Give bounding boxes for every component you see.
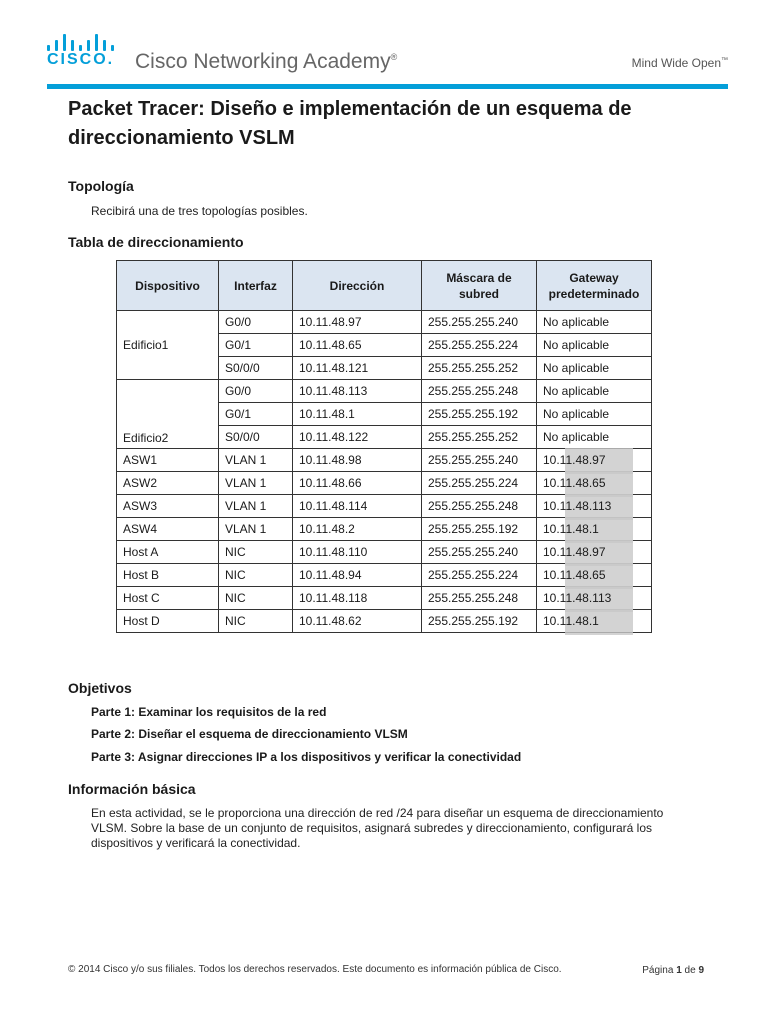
table-row (117, 564, 652, 587)
table-row (117, 495, 652, 518)
mask-cell: 255.255.255.252 (422, 357, 537, 380)
ip-cell: 10.11.48.98 (293, 449, 422, 472)
gw-cell: 10.11.48.97 (537, 449, 652, 472)
gw-cell: 10.11.48.65 (537, 472, 652, 495)
iface-cell: G0/0 (219, 380, 293, 403)
gw-cell: No aplicable (537, 380, 652, 403)
mask-cell: 255.255.255.192 (422, 403, 537, 426)
gw-cell: 10.11.48.1 (537, 610, 652, 633)
gw-cell: 10.11.48.1 (537, 518, 652, 541)
objective-item: Parte 2: Diseñar el esquema de direccionamiento VLSM (91, 727, 408, 741)
iface-cell: NIC (219, 610, 293, 633)
iface-cell: G0/0 (219, 311, 293, 334)
mask-cell: 255.255.255.224 (422, 472, 537, 495)
ip-cell: 10.11.48.118 (293, 587, 422, 610)
mask-cell: 255.255.255.192 (422, 610, 537, 633)
tagline: Mind Wide Open™ (631, 56, 728, 70)
brand-bar (47, 84, 728, 89)
mask-cell: 255.255.255.240 (422, 449, 537, 472)
ip-cell: 10.11.48.121 (293, 357, 422, 380)
table-row (117, 610, 652, 633)
mask-cell: 255.255.255.224 (422, 334, 537, 357)
table-header-row (117, 261, 652, 311)
addressing-table (116, 260, 652, 633)
ip-cell: 10.11.48.1 (293, 403, 422, 426)
gw-cell: No aplicable (537, 403, 652, 426)
gw-cell: 10.11.48.113 (537, 495, 652, 518)
gw-cell: 10.11.48.97 (537, 541, 652, 564)
page-header (0, 0, 768, 90)
document-title: Packet Tracer: Diseño e implementación de un esquema de direccionamiento VSLM (68, 98, 632, 149)
device-cell: Host C (117, 587, 219, 610)
gw-cell: No aplicable (537, 334, 652, 357)
col-dispositivo: Dispositivo (117, 261, 219, 311)
table-row (117, 311, 652, 334)
ip-cell: 10.11.48.110 (293, 541, 422, 564)
iface-cell: VLAN 1 (219, 518, 293, 541)
col-gateway: Gateway predeterminado (537, 261, 652, 311)
ip-cell: 10.11.48.66 (293, 472, 422, 495)
table-row (117, 518, 652, 541)
mask-cell: 255.255.255.248 (422, 380, 537, 403)
table-row (117, 541, 652, 564)
mask-cell: 255.255.255.252 (422, 426, 537, 449)
device-cell: ASW4 (117, 518, 219, 541)
ip-cell: 10.11.48.113 (293, 380, 422, 403)
ip-cell: 10.11.48.122 (293, 426, 422, 449)
cisco-bars-icon (47, 31, 117, 51)
device-cell: Host A (117, 541, 219, 564)
device-cell: Host D (117, 610, 219, 633)
mask-cell: 255.255.255.248 (422, 495, 537, 518)
mask-cell: 255.255.255.248 (422, 587, 537, 610)
objective-item: Parte 1: Examinar los requisitos de la red (91, 705, 327, 719)
col-mascara: Máscara de subred (422, 261, 537, 311)
iface-cell: NIC (219, 587, 293, 610)
iface-cell: VLAN 1 (219, 472, 293, 495)
gw-cell: 10.11.48.65 (537, 564, 652, 587)
col-interfaz: Interfaz (219, 261, 293, 311)
footer-page-number: Página 1 de 9 (642, 965, 704, 976)
table-row (117, 472, 652, 495)
gw-cell: No aplicable (537, 311, 652, 334)
heading-tabla: Tabla de direccionamiento (68, 234, 244, 250)
ip-cell: 10.11.48.62 (293, 610, 422, 633)
device-cell: ASW2 (117, 472, 219, 495)
ip-cell: 10.11.48.94 (293, 564, 422, 587)
device-cell: Edificio1 (117, 311, 219, 380)
footer-copyright: © 2014 Cisco y/o sus filiales. Todos los derechos reservados. Este documento es información pública de Cisco. (68, 964, 562, 975)
gw-cell: No aplicable (537, 426, 652, 449)
iface-cell: NIC (219, 541, 293, 564)
iface-cell: G0/1 (219, 334, 293, 357)
academy-name: Cisco Networking Academy® (135, 50, 398, 73)
table-row (117, 587, 652, 610)
table-row (117, 380, 652, 403)
iface-cell: S0/0/0 (219, 426, 293, 449)
ip-cell: 10.11.48.2 (293, 518, 422, 541)
mask-cell: 255.255.255.240 (422, 311, 537, 334)
device-cell: ASW1 (117, 449, 219, 472)
iface-cell: VLAN 1 (219, 449, 293, 472)
gw-cell: 10.11.48.113 (537, 587, 652, 610)
iface-cell: VLAN 1 (219, 495, 293, 518)
mask-cell: 255.255.255.240 (422, 541, 537, 564)
mask-cell: 255.255.255.192 (422, 518, 537, 541)
ip-cell: 10.11.48.114 (293, 495, 422, 518)
device-cell: Edificio2 (117, 380, 219, 449)
ip-cell: 10.11.48.97 (293, 311, 422, 334)
iface-cell: G0/1 (219, 403, 293, 426)
informacion-text: En esta actividad, se le proporciona una dirección de red /24 para diseñar un esquema de direccionamiento VLSM. Sobre la base de un conjunto de requisitos, asignará subredes y direccionamiento, configurará los dispositivos y verificará la conectividad. (91, 806, 664, 850)
ip-cell: 10.11.48.65 (293, 334, 422, 357)
iface-cell: S0/0/0 (219, 357, 293, 380)
cisco-wordmark: CISCO. (47, 51, 115, 68)
heading-informacion: Información básica (68, 781, 196, 797)
table-row (117, 449, 652, 472)
device-cell: ASW3 (117, 495, 219, 518)
heading-objetivos: Objetivos (68, 680, 132, 696)
heading-topologia: Topología (68, 178, 134, 194)
topologia-text: Recibirá una de tres topologías posibles. (91, 204, 308, 218)
objective-item: Parte 3: Asignar direcciones IP a los dispositivos y verificar la conectividad (91, 750, 522, 764)
mask-cell: 255.255.255.224 (422, 564, 537, 587)
device-cell: Host B (117, 564, 219, 587)
gw-cell: No aplicable (537, 357, 652, 380)
col-direccion: Dirección (293, 261, 422, 311)
iface-cell: NIC (219, 564, 293, 587)
